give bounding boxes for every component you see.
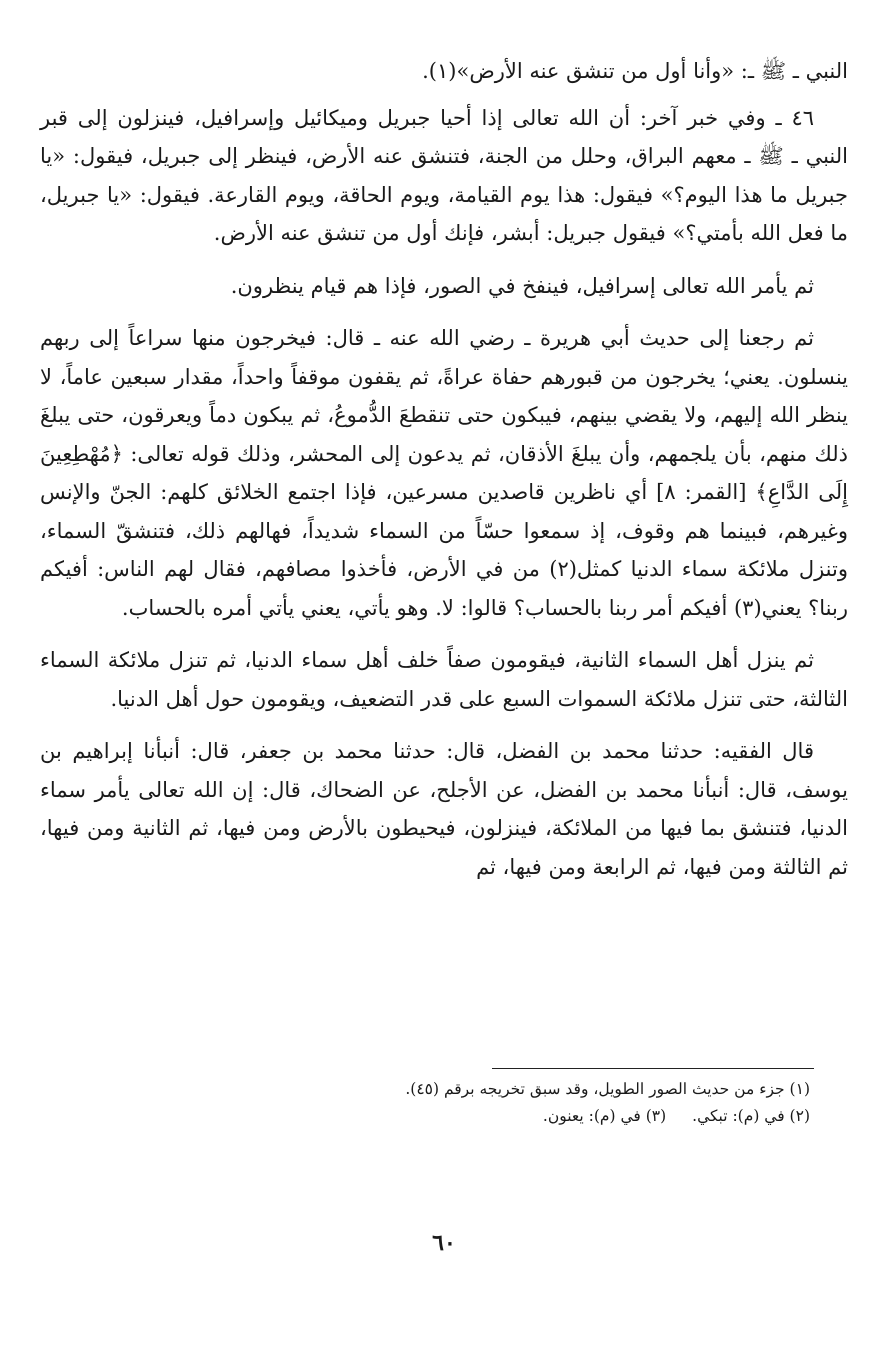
footnotes	[405, 1076, 810, 1130]
footnote-1: (١) جزء من حديث الصور الطويل، وقد سبق تخريجه برقم (٤٥).	[405, 1080, 810, 1098]
page-number: ٦٠	[432, 1230, 456, 1256]
footnote-2: (٢) في (م): تبكي.	[692, 1107, 810, 1125]
main-text	[40, 52, 848, 900]
footnote-3: (٣) في (م): يعنون.	[542, 1107, 667, 1125]
paragraph-al-faqih: قال الفقيه: حدثنا محمد بن الفضل، قال: حدثنا محمد بن جعفر، قال: أنبأنا إبراهيم بن يوسف، قال: أنبأنا محمد بن الفضل، عن الأجلح، عن الضحاك، قال: إن الله تعالى يأمر سماء الدنيا، فتنشق بما فيها من الملائكة، فينزلون، فيحيطون بالأرض ومن فيها، ثم الثانية ومن فيها، ثم الثالثة ومن فيها، ثم الرابعة ومن فيها، ثم	[40, 739, 848, 879]
paragraph-israfil: ثم يأمر الله تعالى إسرافيل، فينفخ في الصور، فإذا هم قيام ينظرون.	[230, 273, 814, 298]
paragraph-abu-hurayra: ثم رجعنا إلى حديث أبي هريرة ـ رضي الله عنه ـ قال: فيخرجون منها سراعاً إلى ربهم ينسلون. يعني؛ يخرجون من قبورهم حفاة عراةً، ثم يقفون موقفاً واحداً، مقدار سبعين عاماً، لا ينظر الله إليهم، ولا يقضي بينهم، فيبكون حتى تنقطعَ الدُّموعُ، ثم يبكون دماً ويعرقون، حتى يبلغَ ذلك منهم، بأن يلجمهم، وأن يبلغَ الأذقان، ثم يدعون إلى المحشر، وذلك قوله تعالى: ﴿مُهْطِعِينَ إِلَى الدَّاعِ﴾ [القمر: ٨] أي ناظرين قاصدين مسرعين، فإذا اجتمع الخلائق كلهم: الجنّ والإنس وغيرهم، فبينما هم وقوف، إذ سمعوا حسّاً من السماء شديداً، فهالهم ذلك، فتنشقّ السماء، وتنزل ملائكة سماء الدنيا كمثل(٢) من في الأرض، فأخذوا مصافهم، فقال لهم الناس: أفيكم ربنا؟ يعني(٣) أفيكم أمر ربنا بالحساب؟ قالوا: لا. وهو يأتي، يعني يأتي أمره بالحساب.	[40, 326, 849, 620]
footnote-row	[470, 1103, 810, 1130]
paragraph-second-heaven: ثم ينزل أهل السماء الثانية، فيقومون صفاً خلف أهل سماء الدنيا، ثم تنزل ملائكة السماء الثالثة، حتى تنزل ملائكة السموات السبع على قدر التضعيف، ويقومون حول أهل الدنيا.	[40, 648, 848, 711]
footnote-divider	[492, 1068, 814, 1069]
paragraph-continuation: النبي ـ ﷺ ـ: «وأنا أول من تنشق عنه الأرض»(١).	[422, 59, 848, 83]
paragraph-hadith-46: ٤٦ ـ وفي خبر آخر: أن الله تعالى إذا أحيا جبريل وميكائيل وإسرافيل، فينزلون إلى قبر النبي ـ ﷺ ـ معهم البراق، وحلل من الجنة، فتنشق عنه الأرض، فينظر إلى جبريل، فيقول: «يا جبريل ما هذا اليوم؟» فيقول: هذا يوم القيامة، ويوم الحاقة، ويوم القارعة. فيقول: «يا جبريل، ما فعل الله بأمتي؟» فيقول جبريل: أبشر، فإنك أول من تنشق عنه الأرض.	[40, 105, 848, 245]
